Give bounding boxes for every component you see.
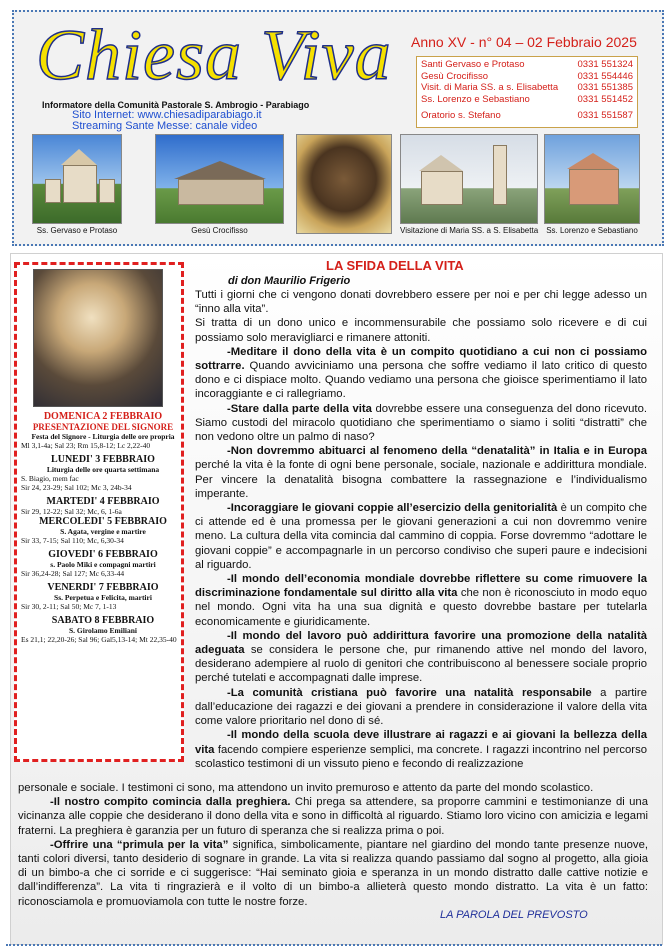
church-photo (155, 134, 284, 235)
readings: Sir 29, 12-22; Sal 32; Mc, 6, 1-6a (21, 507, 122, 516)
day-heading: MARTEDI' 4 FEBBRAIO (46, 496, 160, 507)
readings: Es 21,1; 22,20-26; Sal 96; Gal5,13-14; Mt 22,35-40 (21, 635, 177, 644)
paragraph-lead: -Il mondo dell’economia mondiale dovrebbe riflettere su come rimuovere la discriminazione fondamentale sul diritto alla vita (195, 573, 647, 600)
saint-of-day: s. Paolo Miki e compagni martiri (50, 560, 156, 569)
church-image (544, 134, 640, 224)
paragraph-text: Chi prega sa attendere, sa proporre cammini e testimonianze di una vicinanza alle coppie che desiderano il dono della vita e sono in difficoltà al riguardo. Stiamo loro vicino con amicizia e legami fraterni. La preghiera è garanzia per un futuro di speranza che si realizza prima o poi. (18, 796, 648, 837)
contacts-box (416, 56, 638, 128)
readings: Ml 3,1-4a; Sal 23; Rm 15,8-12; Lc 2,22-40 (21, 441, 151, 450)
church-image (155, 134, 284, 224)
contact-row (421, 71, 633, 83)
saint-of-day: S. Agata, vergine e martire (60, 527, 146, 536)
readings: Sir 30, 2-11; Sal 50; Mc 7, 1-13 (21, 602, 117, 611)
paragraph-lead: -La comunità cristiana può favorire una natalità responsabile (227, 686, 592, 699)
contact-name: Gesù Crocifisso (421, 70, 489, 82)
paragraph-text: Quando avviciniamo una persona che soffre vediamo il lato critico di questo dono e ci dispiace molto. Quando vediamo una persona che gioisce sperimentiamo il lato incoraggiante e ci rallegriamo. (195, 360, 647, 401)
photo-caption: Gesù Crocifisso (191, 226, 248, 235)
contact-row (421, 59, 633, 71)
paragraph (195, 686, 647, 729)
contact-name: Oratorio s. Stefano (421, 110, 501, 121)
newsletter-logo: Chiesa Viva (36, 15, 392, 95)
day-heading: VENERDI' 7 FEBBRAIO (47, 582, 159, 593)
issue-info: Anno XV - n° 04 – 02 Febbraio 2025 (411, 34, 637, 50)
paragraph (195, 501, 647, 572)
day-heading: MERCOLEDI' 5 FEBBRAIO (39, 516, 167, 527)
readings: Sir 33, 7-15; Sal 110; Mc, 6,30-34 (21, 536, 124, 545)
contact-row (421, 94, 633, 106)
nativity-image (33, 269, 163, 407)
contact-name: Ss. Lorenzo e Sebastiano (421, 93, 530, 105)
day-heading: SABATO 8 FEBBRAIO (51, 615, 155, 626)
article-signature: LA PAROLA DEL PREVOSTO (440, 909, 588, 921)
saint-of-day: S. Girolamo Emiliani (69, 626, 137, 635)
bottom-divider (6, 944, 662, 946)
paragraph-text: che non è riconosciuto in modo equo nel mondo. Ogni vita ha una sua dignità e questo dovrebbe bastare per tutelarla economicamente e giuridicamente. (195, 587, 647, 628)
paragraph-lead: -Il mondo della scuola deve illustrare ai ragazzi e ai giovani la bellezza della vita (195, 729, 647, 756)
site-label: Sito Internet: (72, 109, 138, 121)
liturgy-calendar (17, 411, 189, 644)
day-heading: LUNEDI' 3 FEBBRAIO (51, 454, 155, 465)
feast-note: Festa del Signore - Liturgia delle ore propria (31, 432, 175, 441)
paragraph (195, 444, 647, 501)
contact-phone: 0331 551385 (577, 82, 633, 93)
paragraph (18, 795, 648, 838)
church-image (400, 134, 538, 224)
paragraph (195, 345, 647, 402)
paragraph (195, 728, 647, 771)
church-photo (400, 134, 538, 235)
liturgy-sidebar (14, 262, 184, 762)
paragraph-lead: -Non dovremmo abituarci al fenomeno della “denatalità” in Italia e in Europa (227, 445, 647, 458)
paragraph-text: perché la vita è la fonte di ogni bene personale, sociale, nazionale e addirittura mondiale. Per vincere la denatalità bisogna combattere la rassegnazione e l’individualismo imperante. (195, 459, 647, 500)
readings: Sir 24, 23-29; Sal 102; Mc 3, 24b-34 (21, 483, 132, 492)
saint-image (296, 134, 392, 234)
newsletter-subtitle: Informatore della Comunità Pastorale S. Ambrogio - Parabiago (42, 100, 310, 110)
saint-of-day: Ss. Perpetua e Felicita, martiri (54, 593, 152, 602)
paragraph-text: significa, simbolicamente, piantare nel giardino del mondo tante presenze nuove, tanti colori diversi, tanto desiderio di sognare in grande. La vita si realizza quando passiamo dal sogno al progetto, alla gioia di un bimbo-a che ci sorride e ci suggerisce: “Hai seminato gioia e speranza in un mondo distratto dalle cattive notizie e dall’indifferenza”. La vita ti ringrazierà e il volto di un bimbo-a allieterà questo mondo distratto. La vita è un fatto: riconosciamola e promuoviamola con tutte le nostre forze. (18, 838, 648, 908)
readings: Sir 36,24-28; Sal 127; Mc 6,33-44 (21, 569, 125, 578)
website-info (72, 110, 262, 132)
article-title: LA SFIDA DELLA VITA (326, 258, 464, 273)
paragraph-lead: -Offrire una “primula per la vita” (50, 838, 229, 851)
paragraph (195, 572, 647, 629)
contact-phone: 0331 551452 (577, 93, 633, 105)
paragraph (18, 838, 648, 909)
paragraph: personale e sociale. I testimoni ci sono, ma attendono un invito premuroso e attento da parte del mondo scolastico. (18, 782, 594, 794)
paragraph-lead: -Il nostro compito comincia dalla preghiera. (50, 796, 291, 809)
paragraph-lead: -Il mondo del lavoro può addirittura favorire una promozione della natalità adeguata (195, 629, 647, 657)
contact-phone: 0331 551324 (577, 59, 633, 70)
contact-name: Santi Gervaso e Protaso (421, 59, 525, 70)
paragraph (195, 629, 647, 686)
church-image (32, 134, 122, 224)
paragraph: Tutti i giorni che ci vengono donati dovrebbero essere per noi e per chi legge adesso un “inno alla vita”. (195, 289, 647, 316)
photo-caption: Ss. Lorenzo e Sebastiano (546, 226, 638, 235)
site-link[interactable]: www.chiesadiparabiago.it (137, 109, 262, 121)
photo-caption: Ss. Gervaso e Protaso (36, 226, 118, 235)
saint-photo (296, 134, 392, 234)
feast-name: PRESENTAZIONE DEL SIGNORE (32, 422, 174, 432)
article-author: di don Maurilio Frigerio (228, 275, 351, 287)
paragraph-lead: -Meditare il dono della vita è un compito quotidiano a cui non ci possiamo sottrarre. (195, 345, 647, 373)
paragraph-text: dovrebbe essere una conseguenza del dono ricevuto. Siamo custodi del miracolo quotidiano che sperimentiamo o siamo i soliti “distratti” che non vedono oltre un palmo di naso? (195, 402, 647, 444)
contact-row (421, 110, 633, 122)
paragraph-lead: -Stare dalla parte della vita (227, 402, 372, 415)
article-body (195, 288, 647, 771)
church-photo (32, 134, 122, 235)
day-heading: DOMENICA 2 FEBBRAIO (43, 411, 163, 422)
contact-row (421, 82, 633, 94)
paragraph-text: facendo compiere esperienze semplici, ma concrete. I ragazzi incontrino nel percorso scolastico testimoni di un vissuto pieno e fecondo di realizzazione (195, 743, 647, 770)
paragraph-text: è un compito che ci attende ed è una promessa per le giovani generazioni a cui non dovremmo venire meno. La cultura della vita comincia dal cammino di coppia. Forse dovremmo “adottare le giovani coppie” e accompagnarle in un percorso condiviso che superi paure e indecisioni al riguardo. (195, 502, 647, 571)
paragraph-text: a partire dall’educazione dei ragazzi e dei giovani a prendere in considerazione il valore della vita come valore prioritario nel dono di sé. (195, 686, 647, 728)
paragraph: Si tratta di un dono unico e incommensurabile che possiamo solo ricevere e di cui possiamo solo meravigliarci e rimanere attoniti. (195, 317, 647, 344)
paragraph-text: se considera le persone che, pur rimanendo attive nel mondo del lavoro, desiderano adempiere al ruolo di genitori che contribuiscono al benessere sociale proprio perché tutelati e accompagnati dalle imprese. (195, 644, 647, 685)
paragraph (195, 402, 647, 445)
contact-phone: 0331 551587 (577, 110, 633, 121)
contact-name: Visit. di Maria SS. a s. Elisabetta (421, 82, 559, 93)
contact-phone: 0331 554446 (577, 70, 633, 82)
streaming-info: Streaming Sante Messe: canale video (72, 120, 258, 132)
article-body-continued (18, 781, 648, 909)
photo-caption: Visitazione di Maria SS. a S. Elisabetta (400, 226, 539, 235)
day-heading: GIOVEDI' 6 FEBBRAIO (48, 549, 158, 560)
liturgy-note: Liturgia delle ore quarta settimana (46, 465, 160, 474)
paragraph-lead: -Incoraggiare le giovani coppie all’esercizio della genitorialità (227, 502, 558, 515)
saint-of-day: S. Biagio, mem fac (21, 474, 79, 483)
church-photo (544, 134, 640, 235)
masthead (12, 10, 664, 246)
